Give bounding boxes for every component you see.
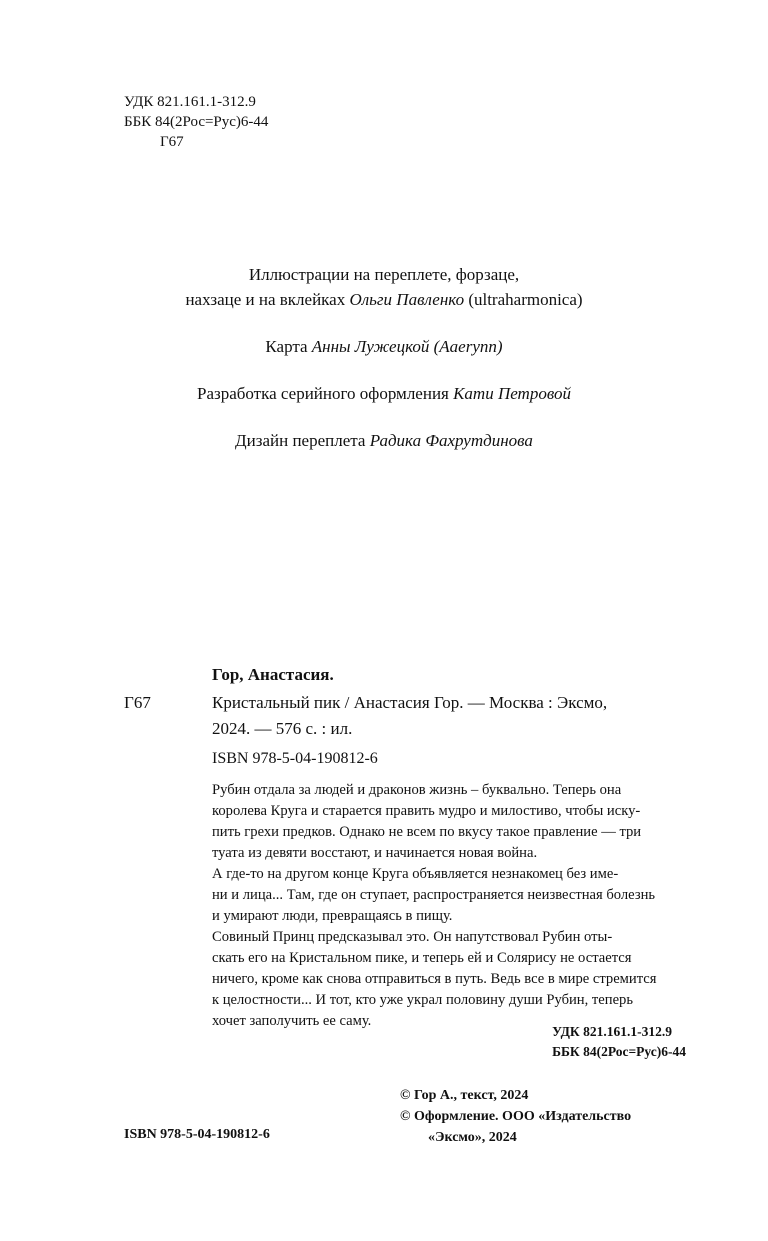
copyright-design-line2: «Эксмо», 2024 <box>428 1130 517 1145</box>
annotation-line: Совиный Принц предсказывал это. Он напутствовал Рубин оты- <box>212 929 613 945</box>
bbk-code: ББК 84(2Рос=Рус)6-44 <box>552 1044 686 1059</box>
author-mark: Г67 <box>160 134 184 150</box>
catalog-author-heading: Гор, Анастасия. <box>212 665 334 684</box>
footer-isbn: ISBN 978-5-04-190812-6 <box>124 1127 270 1142</box>
annotation-line: Рубин отдала за людей и драконов жизнь – буквально. Теперь она <box>212 782 622 798</box>
map-prefix: Карта <box>265 337 312 356</box>
annotation-paragraph <box>212 780 686 864</box>
series-design-prefix: Разработка серийного оформления <box>197 384 454 403</box>
udk-block-bottom <box>552 1022 686 1062</box>
series-designer: Кати Петровой <box>453 384 571 403</box>
bbk-code: ББК 84(2Рос=Рус)6-44 <box>124 114 269 130</box>
annotation-line: королева Круга и старается править мудро и милостиво, чтобы иску- <box>212 803 641 819</box>
copyright-block <box>400 1085 631 1148</box>
annotation-paragraph <box>212 864 686 927</box>
catalog-title-line1: Кристальный пик / Анастасия Гор. — Москва : Эксмо, <box>212 693 608 712</box>
illustrations-prefix: нахзаце и на вклейках <box>185 290 350 309</box>
catalog-title-line2: 2024. — 576 с. : ил. <box>212 719 353 738</box>
annotation-line: туата из девяти восстают, и начинается новая война. <box>212 845 538 861</box>
illustrations-credit <box>0 262 768 312</box>
map-credit <box>0 334 768 359</box>
catalog-isbn: ISBN 978-5-04-190812-6 <box>212 750 378 767</box>
annotation-line: ни и лица... Там, где он ступает, распространяется неизвестная болезнь <box>212 887 656 903</box>
binding-designer: Радика Фахрутдинова <box>369 431 533 450</box>
udk-block-top <box>124 92 268 152</box>
annotation <box>212 780 686 1032</box>
copyright-design-line1: © Оформление. ООО «Издательство <box>400 1109 632 1124</box>
annotation-line: ничего, кроме как снова отправиться в путь. Ведь все в мире стремится <box>212 971 657 987</box>
annotation-line: А где-то на другом конце Круга объявляется незнакомец без име- <box>212 866 619 882</box>
illustrations-line1: Иллюстрации на переплете, форзаце, <box>248 265 520 284</box>
illustrations-artist: Ольги Павленко <box>349 290 465 309</box>
annotation-line: и умирают люди, превращаясь в пищу. <box>212 908 453 924</box>
catalog-author-mark: Г67 <box>124 693 151 712</box>
annotation-line: скать его на Кристальном пике, и теперь ей и Солярису не остается <box>212 950 632 966</box>
copyright-text: © Гор А., текст, 2024 <box>400 1088 529 1103</box>
udk-code: УДК 821.161.1-312.9 <box>124 94 256 110</box>
binding-design-prefix: Дизайн переплета <box>235 431 370 450</box>
series-design-credit <box>0 381 768 406</box>
udk-code: УДК 821.161.1-312.9 <box>552 1024 672 1039</box>
catalog-title-entry <box>212 690 686 742</box>
annotation-line: хочет заполучить ее саму. <box>212 1013 372 1029</box>
annotation-paragraph <box>212 927 686 1032</box>
annotation-line: к целостности... И тот, кто уже украл половину души Рубин, теперь <box>212 992 634 1008</box>
credits-block <box>0 262 768 475</box>
map-artist: Анны Лужецкой (Aaerynn) <box>311 337 503 356</box>
annotation-line: пить грехи предков. Однако не всем по вкусу такое правление — три <box>212 824 642 840</box>
illustrations-alias: (ultraharmonica) <box>464 290 583 309</box>
binding-design-credit <box>0 428 768 453</box>
